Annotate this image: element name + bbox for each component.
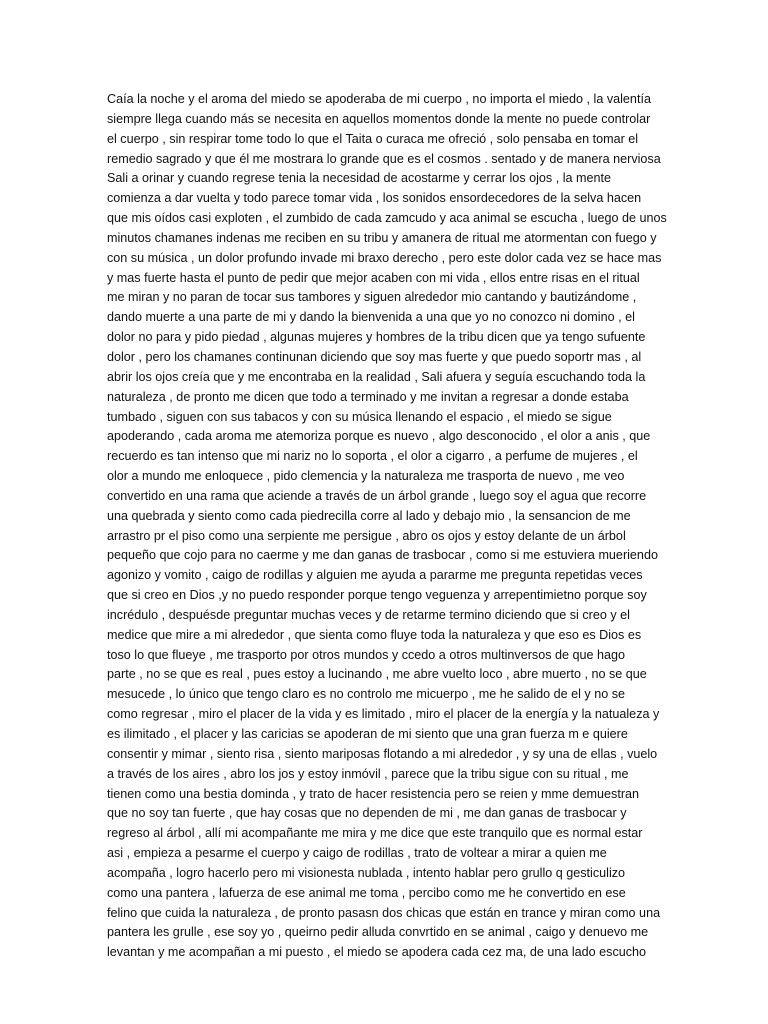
text-line: el cuerpo , sin respirar tome todo lo que el Taita o curaca me ofreció , solo pensaba en tomar el [107,131,639,146]
text-line: es ilimitado , el placer y las caricias se apoderan de mi siento que una gran fuerza m e quiere [107,727,628,741]
text-line: apoderando , cada aroma me atemoriza porque es nuevo , algo desconocido , el olor a anis , que [107,429,651,444]
text-line: consentir y mimar , siento risa , siento mariposas flotando a mi alrededor , y sy una de ellas , vuelo [107,746,658,761]
text-line: convertido en una rama que aciende a través de un árbol grande , luego soy el agua que recorre [107,488,647,503]
text-line: naturaleza , de pronto me dicen que todo a terminado y me invitan a regresar a donde estaba [107,389,629,404]
document-text [107,90,667,963]
text-line: comienza a dar vuelta y todo parece tomar vida , los sonidos ensordecedores de la selva hacen [107,191,642,206]
text-line: una quebrada y siento como cada piedrecilla corre al lado y debajo mio , la sensancion de me [107,508,631,523]
text-line: agonizo y vomito , caigo de rodillas y alguien me ayuda a pararme me pregunta repetidas veces [107,568,643,583]
text-line: abrir los ojos creía que y me encontraba en la realidad , Sali afuera y seguía escuchando toda la [107,369,646,384]
text-line: que si creo en Dios ,y no puedo responder porque tengo veguenza y arrepentimietno porque soy [107,588,647,603]
text-line: dolor no para y pido piedad , algunas mujeres y hombres de la tribu dicen que ya tengo sufuente [107,330,646,345]
text-line: dando muerte a una parte de mi y dando la bienvenida a una que yo no conozco ni domino , el [107,310,635,325]
text-line: me miran y no paran de tocar sus tambores y siguen alrededor mio cantando y bautizándome , [107,290,637,305]
text-line: asi , empieza a pesarme el cuerpo y caigo de rodillas , trato de voltear a mirar a quien me [107,846,607,861]
text-line: incrédulo , despuésde preguntar muchas veces y de retarme termino diciendo que si creo y el [107,607,630,622]
text-line: siempre llega cuando más se necesita en aquellos momentos donde la mente no puede controlar [107,111,651,126]
text-line: parte , no se que es real , pues estoy a lucinando , me abre vuelto loco , abre muerto , no se que [107,667,647,682]
text-line: dolor , pero los chamanes continunan diciendo que soy mas fuerte y que puedo soportr mas , al [107,349,642,364]
text-line: levantan y me acompañan a mi puesto , el miedo se apodera cada cez ma, de una lado escucho [107,945,647,960]
text-line: Caía la noche y el aroma del miedo se apoderaba de mi cuerpo , no importa el miedo , la valentía [107,92,651,106]
text-line: pantera les grulle , ese soy yo , queirno pedir alluda convrtido en se animal , caigo y denuevo me [107,925,649,940]
text-line: minutos chamanes indenas me reciben en su tribu y amanera de ritual me atormentan con fuego y [107,230,657,245]
text-line: medice que mire a mi alrededor , que sienta como fluye toda la naturaleza y que eso es Dios es [107,627,642,642]
text-line: como regresar , miro el placer de la vida y es limitado , miro el placer de la energía y la natualeza y [107,707,660,722]
text-line: remedio sagrado y que él me mostrara lo grande que es el cosmos . sentado y de manera nerviosa [107,151,661,166]
text-line: acompaña , logro hacerlo pero mi visionesta nublada , intento hablar pero grullo q gesticulizo [107,865,626,880]
text-line: que no soy tan fuerte , que hay cosas que no dependen de mi , me dan ganas de trasbocar y [107,806,627,821]
text-line: regreso al árbol , allí mi acompañante me mira y me dice que este tranquilo que es normal estar [107,826,643,841]
text-line: a través de los aires , abro los jos y estoy inmóvil , parece que la tribu sigue con su ritual , me [107,766,629,781]
text-line: tumbado , siguen con sus tabacos y con su música llenando el espacio , el miedo se sigue [107,409,612,424]
text-line: recuerdo es tan intenso que mi nariz no lo soporta , el olor a cigarro , a perfume de mujeres , el [107,449,638,464]
text-line: Sali a orinar y cuando regrese tenia la necesidad de acostarme y cerrar los ojos , la mente [107,171,612,186]
text-line: que mis oídos casi exploten , el zumbido de cada zamcudo y aca animal se escucha , luego de unos [107,211,667,226]
text-line: tienen como una bestia dominda , y trato de hacer resistencia pero se reien y mme demuestran [107,786,640,801]
text-line: toso lo que flueye , me trasporto por otros mundos y ccedo a otros multinversos de que hago [107,647,626,662]
text-line: mesucede , lo único que tengo claro es no controlo me micuerpo , me he salido de el y no se [107,687,626,702]
text-line: con su música , un dolor profundo invade mi braxo derecho , pero este dolor cada vez se hace mas [107,250,662,265]
text-line: felino que cuida la naturaleza , de pronto pasasn dos chicas que están en trance y miran como una [107,905,661,920]
text-line: pequeño que cojo para no caerme y me dan ganas de trasbocar , como si me estuviera mueriendo [107,548,658,563]
text-line: y mas fuerte hasta el punto de pedir que mejor acaben con mi vida , ellos entre risas en el ritual [107,270,640,285]
text-line: arrastro pr el piso como una serpiente me persigue , abro os ojos y estoy delante de un árbol [107,528,626,543]
text-line: olor a mundo me enloquece , pido clemencia y la naturaleza me trasporta de nuevo , me veo [107,469,625,484]
text-line: como una pantera , lafuerza de ese animal me toma , percibo como me he convertido en ese [107,885,626,900]
